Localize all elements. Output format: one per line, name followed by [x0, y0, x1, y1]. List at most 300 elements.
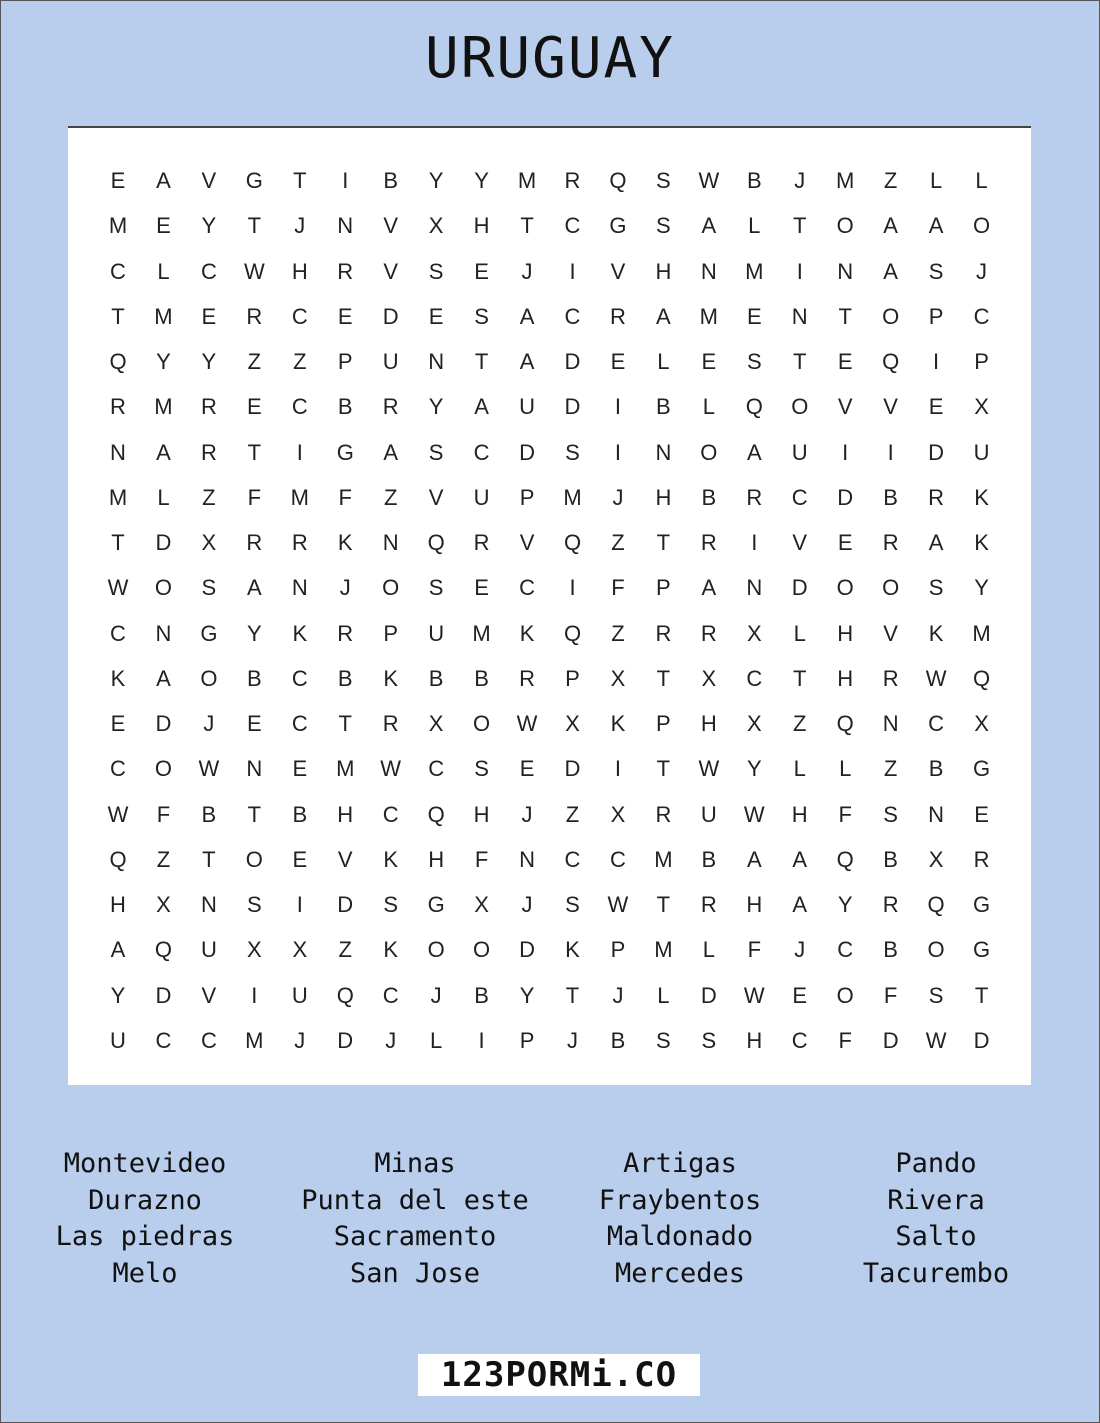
grid-cell[interactable]: C: [200, 1027, 217, 1053]
grid-cell[interactable]: T: [793, 213, 807, 239]
grid-cell[interactable]: Q: [336, 982, 354, 1008]
grid-cell[interactable]: V: [837, 394, 853, 420]
grid-cell[interactable]: X: [247, 937, 262, 963]
grid-cell[interactable]: N: [246, 756, 263, 782]
grid-cell[interactable]: V: [792, 530, 808, 556]
grid-cell[interactable]: P: [928, 303, 944, 329]
grid-cell[interactable]: O: [836, 575, 854, 601]
grid-cell[interactable]: A: [110, 937, 126, 963]
grid-cell[interactable]: T: [247, 213, 262, 239]
grid-cell[interactable]: R: [382, 711, 399, 737]
grid-cell[interactable]: N: [882, 711, 899, 737]
grid-cell[interactable]: A: [156, 665, 171, 691]
grid-cell[interactable]: O: [245, 846, 263, 872]
grid-cell[interactable]: I: [569, 575, 576, 601]
grid-cell[interactable]: D: [155, 530, 172, 556]
grid-cell[interactable]: J: [294, 1027, 306, 1053]
grid-cell[interactable]: A: [519, 349, 535, 375]
grid-cell[interactable]: N: [746, 575, 763, 601]
grid-cell[interactable]: E: [474, 575, 489, 601]
grid-cell[interactable]: R: [246, 530, 263, 556]
grid-cell[interactable]: Y: [519, 982, 535, 1008]
grid-cell[interactable]: B: [701, 484, 717, 510]
grid-cell[interactable]: H: [655, 484, 672, 510]
grid-cell[interactable]: O: [700, 439, 718, 465]
grid-cell[interactable]: K: [383, 937, 399, 963]
grid-cell[interactable]: L: [657, 349, 670, 375]
grid-cell[interactable]: Y: [156, 349, 171, 375]
grid-cell[interactable]: X: [428, 711, 444, 737]
grid-cell[interactable]: I: [342, 168, 349, 193]
grid-cell[interactable]: S: [928, 258, 944, 284]
grid-cell[interactable]: F: [611, 575, 625, 601]
grid-cell[interactable]: C: [382, 982, 399, 1008]
grid-cell[interactable]: P: [519, 484, 535, 510]
grid-cell[interactable]: E: [974, 801, 989, 827]
grid-cell[interactable]: R: [291, 530, 308, 556]
grid-cell[interactable]: L: [793, 756, 806, 782]
grid-cell[interactable]: A: [792, 892, 808, 918]
grid-cell[interactable]: V: [610, 258, 626, 284]
grid-cell[interactable]: M: [290, 484, 309, 510]
grid-cell[interactable]: S: [201, 575, 217, 601]
grid-cell[interactable]: E: [110, 168, 126, 193]
grid-cell[interactable]: Y: [110, 982, 126, 1008]
grid-cell[interactable]: Y: [428, 168, 444, 193]
grid-cell[interactable]: W: [698, 168, 720, 193]
grid-cell[interactable]: R: [700, 620, 717, 646]
grid-cell[interactable]: I: [751, 530, 758, 556]
grid-cell[interactable]: J: [794, 168, 806, 193]
grid-cell[interactable]: M: [699, 303, 718, 329]
grid-cell[interactable]: V: [201, 982, 217, 1008]
grid-cell[interactable]: S: [928, 575, 944, 601]
grid-cell[interactable]: O: [200, 665, 218, 691]
grid-cell[interactable]: Z: [883, 756, 898, 782]
grid-cell[interactable]: I: [887, 439, 894, 465]
grid-cell[interactable]: R: [246, 303, 263, 329]
grid-cell[interactable]: K: [519, 620, 535, 646]
grid-cell[interactable]: I: [614, 394, 621, 420]
grid-cell[interactable]: A: [883, 213, 898, 239]
grid-cell[interactable]: V: [519, 530, 535, 556]
grid-cell[interactable]: U: [700, 801, 717, 827]
grid-cell[interactable]: M: [108, 213, 128, 239]
grid-cell[interactable]: B: [201, 801, 217, 827]
grid-cell[interactable]: H: [746, 892, 763, 918]
grid-cell[interactable]: O: [927, 937, 945, 963]
grid-cell[interactable]: P: [383, 620, 399, 646]
grid-cell[interactable]: E: [701, 349, 717, 375]
grid-cell[interactable]: H: [791, 801, 808, 827]
grid-cell[interactable]: A: [746, 439, 762, 465]
grid-cell[interactable]: S: [383, 892, 399, 918]
grid-cell[interactable]: Q: [609, 168, 627, 193]
grid-cell[interactable]: W: [743, 801, 765, 827]
grid-cell[interactable]: Q: [427, 530, 445, 556]
grid-cell[interactable]: X: [292, 937, 308, 963]
grid-cell[interactable]: K: [610, 711, 626, 737]
grid-cell[interactable]: P: [656, 711, 671, 737]
grid-cell[interactable]: R: [700, 892, 717, 918]
grid-cell[interactable]: W: [380, 756, 402, 782]
grid-cell[interactable]: B: [337, 394, 353, 420]
grid-cell[interactable]: H: [700, 711, 717, 737]
grid-cell[interactable]: L: [702, 937, 715, 963]
grid-cell[interactable]: N: [337, 213, 354, 239]
grid-cell[interactable]: E: [610, 349, 626, 375]
grid-cell[interactable]: S: [928, 982, 944, 1008]
grid-cell[interactable]: Q: [882, 349, 900, 375]
grid-cell[interactable]: J: [203, 711, 215, 737]
grid-cell[interactable]: C: [110, 258, 126, 284]
grid-cell[interactable]: Q: [745, 394, 763, 420]
grid-cell[interactable]: B: [928, 756, 944, 782]
grid-cell[interactable]: C: [382, 801, 399, 827]
grid-cell[interactable]: W: [107, 575, 129, 601]
grid-cell[interactable]: E: [474, 258, 489, 284]
grid-cell[interactable]: T: [520, 213, 534, 239]
grid-cell[interactable]: M: [836, 168, 855, 193]
grid-cell[interactable]: H: [110, 892, 126, 918]
grid-cell[interactable]: F: [883, 982, 898, 1008]
grid-cell[interactable]: F: [474, 846, 489, 872]
grid-cell[interactable]: T: [838, 303, 852, 329]
grid-cell[interactable]: J: [521, 892, 533, 918]
grid-cell[interactable]: D: [155, 982, 172, 1008]
grid-cell[interactable]: O: [154, 756, 172, 782]
grid-cell[interactable]: A: [928, 530, 944, 556]
grid-cell[interactable]: W: [198, 756, 220, 782]
grid-cell[interactable]: U: [110, 1027, 126, 1053]
grid-cell[interactable]: M: [154, 394, 173, 420]
grid-cell[interactable]: W: [743, 982, 765, 1008]
grid-cell[interactable]: U: [291, 982, 308, 1008]
grid-cell[interactable]: D: [337, 892, 354, 918]
grid-cell[interactable]: M: [517, 168, 537, 193]
grid-cell[interactable]: S: [701, 1027, 717, 1053]
grid-cell[interactable]: N: [519, 846, 535, 872]
grid-cell[interactable]: R: [882, 665, 899, 691]
grid-cell[interactable]: E: [292, 756, 308, 782]
grid-cell[interactable]: Z: [293, 349, 307, 375]
grid-cell[interactable]: P: [610, 937, 626, 963]
grid-cell[interactable]: M: [108, 484, 128, 510]
grid-cell[interactable]: H: [473, 801, 490, 827]
grid-cell[interactable]: W: [243, 258, 265, 284]
grid-cell[interactable]: E: [156, 213, 171, 239]
grid-cell[interactable]: L: [430, 1027, 443, 1053]
grid-cell[interactable]: L: [157, 258, 170, 284]
grid-cell[interactable]: X: [701, 665, 717, 691]
grid-cell[interactable]: U: [428, 620, 445, 646]
grid-cell[interactable]: T: [293, 168, 307, 193]
grid-cell[interactable]: R: [928, 484, 945, 510]
grid-cell[interactable]: R: [882, 892, 899, 918]
grid-cell[interactable]: B: [337, 665, 353, 691]
grid-cell[interactable]: J: [294, 213, 306, 239]
grid-cell[interactable]: G: [972, 756, 991, 782]
grid-cell[interactable]: Q: [836, 711, 854, 737]
grid-cell[interactable]: Q: [109, 846, 127, 872]
grid-cell[interactable]: Q: [154, 937, 172, 963]
grid-cell[interactable]: H: [837, 620, 854, 646]
grid-cell[interactable]: N: [655, 439, 672, 465]
grid-cell[interactable]: R: [882, 530, 899, 556]
grid-cell[interactable]: L: [839, 756, 852, 782]
grid-cell[interactable]: F: [338, 484, 352, 510]
grid-cell[interactable]: R: [519, 665, 535, 691]
grid-cell[interactable]: E: [247, 711, 262, 737]
grid-cell[interactable]: E: [201, 303, 217, 329]
grid-cell[interactable]: D: [564, 756, 581, 782]
grid-cell[interactable]: J: [567, 1027, 578, 1053]
grid-cell[interactable]: Z: [156, 846, 171, 872]
grid-cell[interactable]: C: [291, 303, 308, 329]
grid-cell[interactable]: X: [928, 846, 944, 872]
grid-cell[interactable]: T: [656, 665, 671, 691]
grid-cell[interactable]: V: [883, 394, 898, 420]
grid-cell[interactable]: J: [976, 258, 988, 284]
grid-cell[interactable]: X: [974, 711, 989, 737]
grid-cell[interactable]: L: [975, 168, 988, 193]
grid-cell[interactable]: O: [791, 394, 809, 420]
grid-cell[interactable]: J: [385, 1027, 397, 1053]
grid-cell[interactable]: R: [337, 258, 354, 284]
grid-cell[interactable]: M: [745, 258, 764, 284]
grid-cell[interactable]: I: [614, 756, 621, 782]
grid-cell[interactable]: D: [519, 937, 535, 963]
grid-cell[interactable]: L: [793, 620, 806, 646]
grid-cell[interactable]: D: [155, 711, 172, 737]
grid-cell[interactable]: C: [473, 439, 490, 465]
grid-cell[interactable]: C: [291, 394, 308, 420]
grid-cell[interactable]: O: [473, 937, 491, 963]
grid-cell[interactable]: E: [928, 394, 944, 420]
grid-cell[interactable]: D: [564, 394, 581, 420]
grid-cell[interactable]: C: [609, 846, 626, 872]
grid-cell[interactable]: E: [837, 349, 853, 375]
grid-cell[interactable]: E: [746, 303, 762, 329]
grid-cell[interactable]: J: [612, 484, 624, 510]
grid-cell[interactable]: N: [155, 620, 172, 646]
grid-cell[interactable]: H: [655, 258, 672, 284]
grid-cell[interactable]: B: [883, 937, 898, 963]
grid-cell[interactable]: E: [337, 303, 353, 329]
grid-cell[interactable]: P: [337, 349, 353, 375]
grid-cell[interactable]: D: [519, 439, 535, 465]
grid-cell[interactable]: Z: [565, 801, 580, 827]
grid-cell[interactable]: S: [565, 439, 580, 465]
grid-cell[interactable]: D: [382, 303, 399, 329]
grid-cell[interactable]: O: [427, 937, 445, 963]
grid-cell[interactable]: S: [883, 801, 898, 827]
grid-cell[interactable]: A: [656, 303, 671, 329]
grid-cell[interactable]: T: [474, 349, 489, 375]
grid-cell[interactable]: J: [794, 937, 806, 963]
grid-cell[interactable]: Z: [793, 711, 807, 737]
grid-cell[interactable]: M: [245, 1027, 264, 1053]
grid-cell[interactable]: D: [928, 439, 945, 465]
grid-cell[interactable]: I: [614, 439, 621, 465]
grid-cell[interactable]: N: [428, 349, 445, 375]
grid-cell[interactable]: Y: [746, 756, 762, 782]
grid-cell[interactable]: R: [700, 530, 717, 556]
grid-cell[interactable]: E: [792, 982, 808, 1008]
grid-cell[interactable]: Z: [383, 484, 398, 510]
grid-cell[interactable]: K: [292, 620, 308, 646]
grid-cell[interactable]: A: [928, 213, 944, 239]
grid-cell[interactable]: S: [474, 756, 489, 782]
grid-cell[interactable]: R: [655, 620, 672, 646]
grid-cell[interactable]: R: [564, 168, 581, 193]
grid-cell[interactable]: B: [383, 168, 399, 193]
grid-cell[interactable]: K: [565, 937, 580, 963]
grid-cell[interactable]: C: [200, 258, 217, 284]
grid-cell[interactable]: P: [519, 1027, 535, 1053]
grid-cell[interactable]: R: [200, 439, 217, 465]
grid-cell[interactable]: B: [746, 168, 762, 193]
grid-cell[interactable]: N: [791, 303, 808, 329]
grid-cell[interactable]: I: [296, 892, 303, 918]
grid-cell[interactable]: Z: [338, 937, 352, 963]
grid-cell[interactable]: N: [291, 575, 308, 601]
grid-cell[interactable]: T: [656, 756, 671, 782]
grid-cell[interactable]: R: [382, 394, 399, 420]
grid-cell[interactable]: T: [793, 665, 807, 691]
grid-cell[interactable]: I: [478, 1027, 485, 1053]
grid-cell[interactable]: O: [836, 213, 854, 239]
grid-cell[interactable]: I: [796, 258, 803, 284]
grid-cell[interactable]: C: [791, 484, 808, 510]
grid-cell[interactable]: I: [842, 439, 849, 465]
grid-cell[interactable]: Y: [247, 620, 262, 646]
grid-cell[interactable]: B: [474, 665, 489, 691]
grid-cell[interactable]: T: [565, 982, 580, 1008]
grid-cell[interactable]: B: [428, 665, 444, 691]
grid-cell[interactable]: G: [609, 213, 627, 239]
grid-cell[interactable]: T: [974, 982, 989, 1008]
grid-cell[interactable]: C: [973, 303, 990, 329]
grid-cell[interactable]: A: [519, 303, 535, 329]
grid-cell[interactable]: B: [701, 846, 717, 872]
grid-cell[interactable]: A: [247, 575, 262, 601]
grid-cell[interactable]: T: [656, 530, 671, 556]
grid-cell[interactable]: D: [564, 349, 581, 375]
grid-cell[interactable]: X: [565, 711, 580, 737]
grid-cell[interactable]: N: [837, 258, 854, 284]
grid-cell[interactable]: J: [339, 575, 351, 601]
grid-cell[interactable]: Z: [247, 349, 262, 375]
grid-cell[interactable]: K: [383, 846, 399, 872]
grid-cell[interactable]: E: [837, 530, 853, 556]
grid-cell[interactable]: P: [565, 665, 580, 691]
grid-cell[interactable]: G: [200, 620, 218, 646]
grid-cell[interactable]: M: [654, 937, 673, 963]
grid-cell[interactable]: W: [925, 1027, 947, 1053]
grid-cell[interactable]: S: [428, 258, 444, 284]
grid-cell[interactable]: Q: [563, 530, 582, 556]
grid-cell[interactable]: E: [292, 846, 308, 872]
grid-cell[interactable]: V: [383, 258, 399, 284]
grid-cell[interactable]: B: [883, 484, 898, 510]
grid-cell[interactable]: M: [472, 620, 491, 646]
grid-cell[interactable]: A: [701, 575, 717, 601]
grid-cell[interactable]: D: [837, 484, 854, 510]
grid-cell[interactable]: H: [837, 665, 854, 691]
grid-cell[interactable]: G: [336, 439, 354, 465]
grid-cell[interactable]: L: [702, 394, 715, 420]
grid-cell[interactable]: H: [473, 213, 490, 239]
grid-cell[interactable]: L: [157, 484, 170, 510]
grid-cell[interactable]: M: [972, 620, 991, 646]
grid-cell[interactable]: R: [746, 484, 763, 510]
grid-cell[interactable]: F: [838, 801, 852, 827]
grid-cell[interactable]: X: [201, 530, 217, 556]
grid-cell[interactable]: G: [972, 937, 991, 963]
grid-cell[interactable]: A: [474, 394, 489, 420]
grid-cell[interactable]: D: [973, 1027, 990, 1053]
grid-cell[interactable]: G: [245, 168, 263, 193]
grid-cell[interactable]: Q: [427, 801, 445, 827]
grid-cell[interactable]: S: [428, 575, 444, 601]
grid-cell[interactable]: K: [383, 665, 399, 691]
grid-cell[interactable]: X: [746, 620, 762, 646]
grid-cell[interactable]: C: [564, 303, 581, 329]
grid-cell[interactable]: S: [428, 439, 444, 465]
grid-cell[interactable]: V: [201, 168, 217, 193]
grid-cell[interactable]: C: [291, 665, 308, 691]
grid-cell[interactable]: C: [837, 937, 854, 963]
grid-cell[interactable]: S: [474, 303, 489, 329]
grid-cell[interactable]: R: [609, 303, 626, 329]
grid-cell[interactable]: O: [154, 575, 172, 601]
grid-cell[interactable]: I: [296, 439, 303, 465]
grid-cell[interactable]: C: [291, 711, 308, 737]
grid-cell[interactable]: N: [928, 801, 945, 827]
grid-cell[interactable]: A: [792, 846, 808, 872]
grid-cell[interactable]: X: [746, 711, 762, 737]
grid-cell[interactable]: L: [657, 982, 670, 1008]
grid-cell[interactable]: T: [111, 530, 125, 556]
grid-cell[interactable]: M: [563, 484, 582, 510]
grid-cell[interactable]: Y: [201, 349, 217, 375]
grid-cell[interactable]: T: [656, 892, 671, 918]
grid-cell[interactable]: F: [156, 801, 171, 827]
grid-cell[interactable]: N: [110, 439, 126, 465]
grid-cell[interactable]: H: [291, 258, 308, 284]
grid-cell[interactable]: Q: [563, 620, 582, 646]
grid-cell[interactable]: W: [698, 756, 720, 782]
grid-cell[interactable]: C: [155, 1027, 172, 1053]
grid-cell[interactable]: B: [474, 982, 489, 1008]
grid-cell[interactable]: D: [337, 1027, 354, 1053]
grid-cell[interactable]: V: [337, 846, 353, 872]
grid-cell[interactable]: J: [521, 801, 533, 827]
grid-cell[interactable]: R: [200, 394, 217, 420]
grid-cell[interactable]: G: [972, 892, 991, 918]
grid-cell[interactable]: M: [336, 756, 355, 782]
grid-cell[interactable]: O: [972, 213, 991, 239]
grid-cell[interactable]: E: [110, 711, 126, 737]
grid-cell[interactable]: Z: [202, 484, 216, 510]
grid-cell[interactable]: U: [973, 439, 990, 465]
grid-cell[interactable]: F: [747, 937, 762, 963]
grid-cell[interactable]: C: [110, 756, 126, 782]
grid-cell[interactable]: T: [111, 303, 125, 329]
grid-cell[interactable]: Q: [972, 665, 991, 691]
grid-cell[interactable]: R: [973, 846, 990, 872]
